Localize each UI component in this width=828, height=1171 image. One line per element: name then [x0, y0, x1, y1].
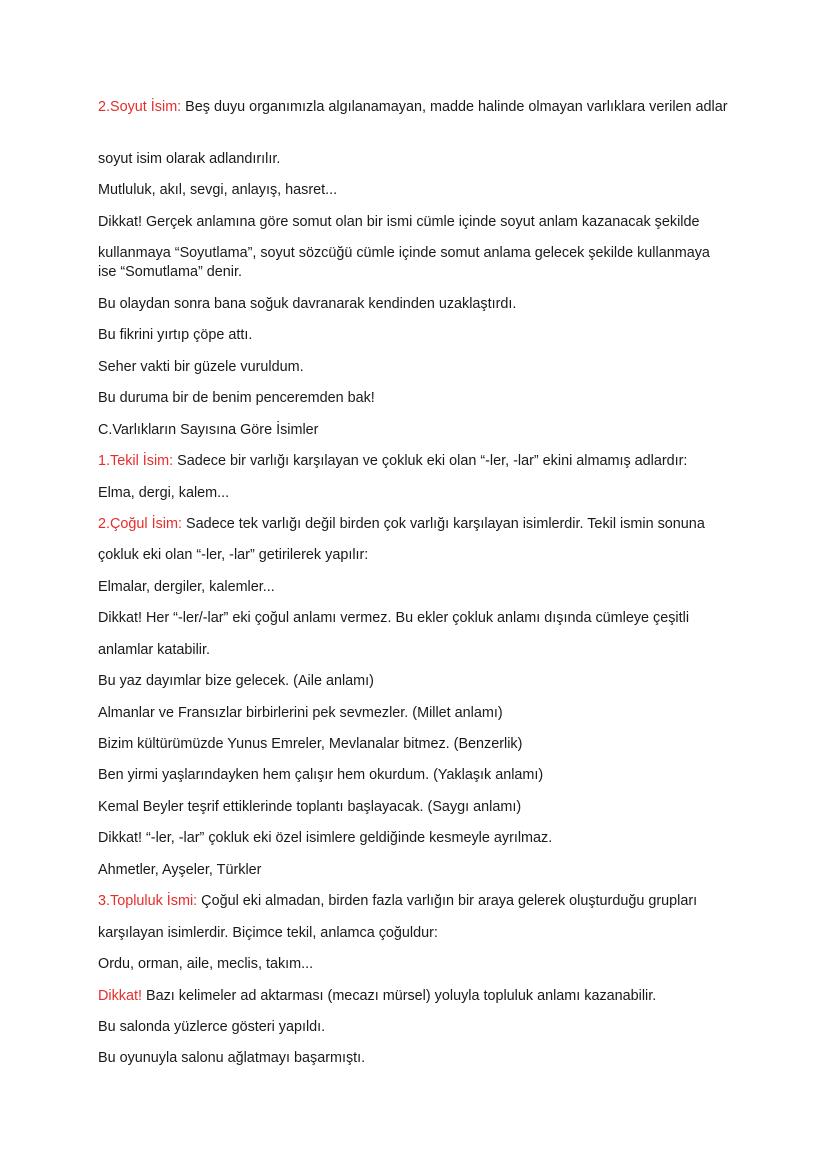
example-sentence: Bizim kültürümüzde Yunus Emreler, Mevlanalar bitmez. (Benzerlik): [98, 736, 523, 752]
example-sentence: Almanlar ve Fransızlar birbirlerini pek sevmezler. (Millet anlamı): [98, 705, 503, 721]
term-label: 1.Tekil İsim:: [98, 453, 174, 469]
paragraph: karşılayan isimlerdir. Biçimce tekil, anlamca çoğuldur:: [98, 925, 438, 941]
note-paragraph: Dikkat! Her “-ler/-lar” eki çoğul anlamı vermez. Bu ekler çokluk anlamı dışında cümleye çeşitli: [98, 610, 690, 626]
examples-line: Ordu, orman, aile, meclis, takım...: [98, 956, 314, 972]
example-sentence: Ben yirmi yaşlarındayken hem çalışır hem okurdum. (Yaklaşık anlamı): [98, 767, 544, 783]
term-label: 2.Soyut İsim:: [98, 99, 182, 115]
note-paragraph: Dikkat! “-ler, -lar” çokluk eki özel isimlere geldiğinde kesmeyle ayrılmaz.: [98, 830, 553, 846]
paragraph: soyut isim olarak adlandırılır.: [98, 151, 281, 167]
example-sentence: Seher vakti bir güzele vuruldum.: [98, 359, 304, 375]
examples-line: Elma, dergi, kalem...: [98, 485, 230, 501]
example-sentence: Bu yaz dayımlar bize gelecek. (Aile anlamı): [98, 673, 374, 689]
paragraph: çokluk eki olan “-ler, -lar” getirilerek yapılır:: [98, 547, 369, 563]
paragraph-topluluk-ismi: 3.Topluluk İsmi: Çoğul eki almadan, birden fazla varlığın bir araya gelerek oluşturduğu grupları: [98, 893, 698, 909]
paragraph: anlamlar katabilir.: [98, 642, 210, 658]
section-heading: C.Varlıkların Sayısına Göre İsimler: [98, 422, 319, 438]
note-label: Dikkat!: [98, 988, 142, 1004]
note-paragraph: Dikkat! Bazı kelimeler ad aktarması (mecazı mürsel) yoluyla topluluk anlamı kazanabilir.: [98, 988, 657, 1004]
example-sentence: Bu oyunuyla salonu ağlatmayı başarmıştı.: [98, 1050, 366, 1066]
example-sentence: Bu fikrini yırtıp çöpe attı.: [98, 327, 253, 343]
term-label: 3.Topluluk İsmi:: [98, 893, 198, 909]
example-sentence: Bu duruma bir de benim penceremden bak!: [98, 390, 375, 406]
examples-line: Elmalar, dergiler, kalemler...: [98, 579, 275, 595]
examples-line: Ahmetler, Ayşeler, Türkler: [98, 862, 262, 878]
paragraph-tekil-isim: 1.Tekil İsim: Sadece bir varlığı karşılayan ve çokluk eki olan “-ler, -lar” ekini almamış adlardır:: [98, 453, 688, 469]
example-sentence: Bu salonda yüzlerce gösteri yapıldı.: [98, 1019, 326, 1035]
example-sentence: Bu olaydan sonra bana soğuk davranarak kendinden uzaklaştırdı.: [98, 296, 517, 312]
paragraph-cogul-isim: 2.Çoğul İsim: Sadece tek varlığı değil birden çok varlığı karşılayan isimlerdir. Tekil ismin sonuna: [98, 516, 705, 532]
examples-line: Mutluluk, akıl, sevgi, anlayış, hasret...: [98, 182, 338, 198]
note-paragraph: Dikkat! Gerçek anlamına göre somut olan bir ismi cümle içinde soyut anlam kazanacak şekilde: [98, 214, 700, 230]
paragraph: kullanmaya “Soyutlama”, soyut sözcüğü cümle içinde somut anlama gelecek şekilde kullanmaya ise “Somutlama” denir.: [98, 245, 710, 280]
paragraph-soyut-isim: 2.Soyut İsim: Beş duyu organımızla algılanamayan, madde halinde olmayan varlıklara verilen adlar: [98, 99, 728, 115]
example-sentence: Kemal Beyler teşrif ettiklerinde toplantı başlayacak. (Saygı anlamı): [98, 799, 522, 815]
term-label: 2.Çoğul İsim:: [98, 516, 182, 532]
